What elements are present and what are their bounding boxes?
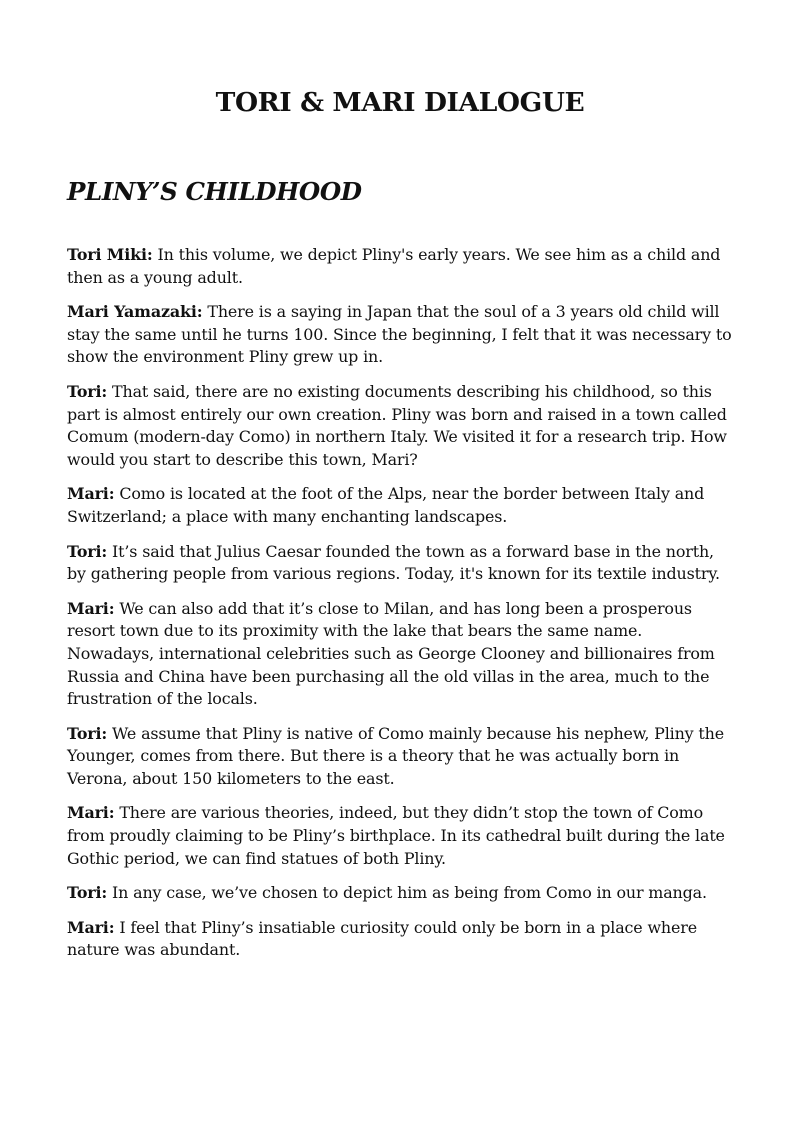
dialogue-paragraph [67,301,733,369]
speaker-name: Mari: [67,917,115,937]
dialogue-body [67,244,733,962]
dialogue-text: We can also add that it’s close to Milan, and has long been a prosperous resort town due to its proximity with the lake that bears the same name. Nowadays, international celebrities such as George Clooney and billionaires from Russia and China have been purchasing all the old villas in the area, much to the frustration of the locals. [67,598,715,709]
speaker-name: Tori Miki: [67,245,153,264]
speaker-name: Tori: [67,381,108,401]
dialogue-text: It’s said that Julius Caesar founded the town as a forward base in the north, by gathering people from various regions. Today, it's known for its textile industry. [67,541,720,584]
dialogue-text: Como is located at the foot of the Alps, near the border between Italy and Switzerland; a place with many enchanting landscapes. [67,484,705,526]
section-title: PLINY’S CHILDHOOD [67,177,362,206]
speaker-name: Mari: [67,598,115,618]
dialogue-text: There is a saying in Japan that the soul of a 3 years old child will stay the same until he turns 100. Since the beginning, I felt that it was necessary to show the environment Pliny grew up in. [67,302,732,367]
dialogue-paragraph [67,483,733,528]
dialogue-text: We assume that Pliny is native of Como mainly because his nephew, Pliny the Younger, comes from there. But there is a theory that he was actually born in Verona, about 150 kilometers to the east. [67,723,724,788]
dialogue-paragraph [67,541,733,586]
dialogue-text: In this volume, we depict Pliny's early years. We see him as a child and then as a young adult. [67,245,721,287]
speaker-name: Tori: [67,723,108,743]
dialogue-paragraph [67,381,733,471]
speaker-name: Mari Yamazaki: [67,302,203,322]
dialogue-paragraph [67,917,733,962]
speaker-name: Mari: [67,803,115,823]
dialogue-paragraph [67,802,733,870]
speaker-name: Tori: [67,541,108,561]
dialogue-text: There are various theories, indeed, but they didn’t stop the town of Como from proudly claiming to be Pliny’s birthplace. In its cathedral built during the late Gothic period, we can find statues of both Pliny. [67,803,725,868]
dialogue-paragraph [67,244,733,289]
speaker-name: Tori: [67,883,108,903]
dialogue-text: I feel that Pliny’s insatiable curiosity could only be born in a place where nature was abundant. [67,917,697,960]
document-title: TORI & MARI DIALOGUE [215,87,585,118]
speaker-name: Mari: [67,484,115,504]
dialogue-paragraph [67,598,733,711]
dialogue-text: That said, there are no existing documents describing his childhood, so this part is almost entirely our own creation. Pliny was born and raised in a town called Comum (modern-day Como) in northern Italy. We visited it for a research trip. How would you start to describe this town, Mari? [67,381,727,469]
dialogue-paragraph [67,882,733,905]
dialogue-text: In any case, we’ve chosen to depict him as being from Como in our manga. [112,883,707,903]
dialogue-paragraph [67,723,733,791]
